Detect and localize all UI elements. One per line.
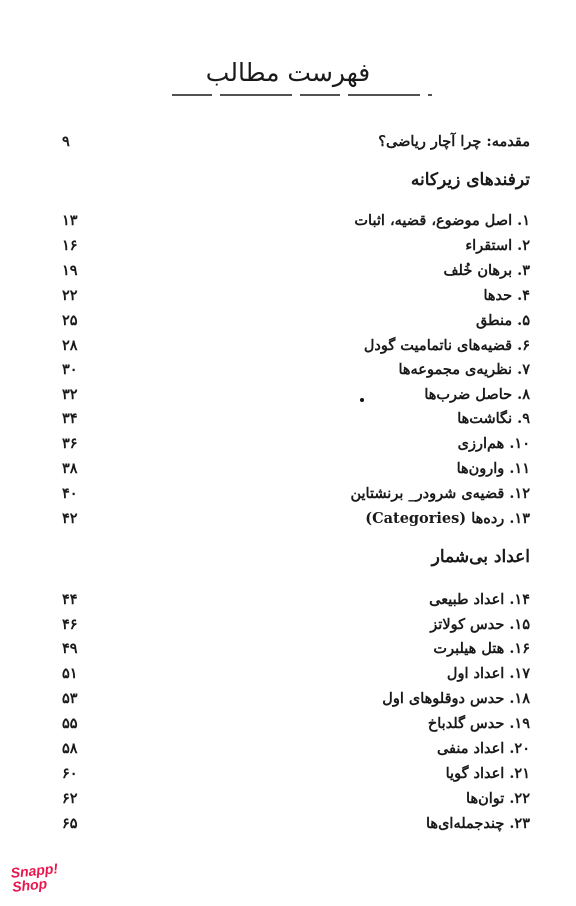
toc-entry [62,662,530,684]
toc-entry-page: ۵۱ [62,664,78,682]
toc-entry [62,712,530,734]
toc-entry [62,383,530,405]
toc-entry-label: ۴. حدها [483,286,530,304]
toc-entry [62,284,530,306]
ink-speck [360,398,364,402]
toc-entry-page: ۴۴ [62,590,78,608]
toc-entry-label: ۲۲. توان‌ها [466,789,530,807]
toc-entry-label: ۱. اصل موضوع، قضیه، اثبات [354,211,530,229]
toc-entry-label: ۳. برهان خُلف [443,261,530,279]
title-underline [172,94,432,96]
toc-entry-page: ۳۶ [62,434,78,452]
toc-entry-label: ۲۰. اعداد منفی [436,739,530,757]
toc-entry-page: ۳۰ [62,360,78,378]
toc-entry [62,457,530,479]
toc-entry-label: ۱۴. اعداد طبیعی [429,590,530,608]
toc-entry-label: ۸. حاصل ضرب‌ها [424,385,530,403]
toc-entry-intro [62,130,530,152]
toc-entry-page: ۵۸ [62,739,78,757]
toc-entry-label: ۹. نگاشت‌ها [457,409,530,427]
toc-entry [62,507,530,529]
toc-entry-page: ۶۲ [62,789,78,807]
toc-entry [62,259,530,281]
toc-entry-label: ۱۷. اعداد اول [446,664,530,682]
toc-entry [62,482,530,504]
toc-entry [62,737,530,759]
toc-entry [62,812,530,834]
toc-entry-page: ۹ [62,132,70,150]
toc-entry-label: ۷. نظریه‌ی مجموعه‌ها [398,360,530,378]
toc-entry-page: ۲۸ [62,336,78,354]
toc-entry [62,432,530,454]
toc-entry-label: ۱۹. حدس گلدباخ [427,714,530,732]
section-heading-2: اعداد بی‌شمار [431,547,530,567]
toc-entry [62,762,530,784]
toc-entry-label: ۱۶. هتل هیلبرت [433,639,530,657]
toc-entry [62,358,530,380]
page-title: فهرست مطالب [205,58,371,87]
toc-entry-page: ۵۵ [62,714,78,732]
toc-entry-page: ۴۰ [62,484,78,502]
toc-entry-label: ۱۵. حدس کولاتز [430,615,530,633]
toc-entry-page: ۴۹ [62,639,78,657]
toc-entry [62,234,530,256]
toc-entry-page: ۶۰ [62,764,78,782]
toc-entry-label: مقدمه: چرا آچار ریاضی؟ [378,132,530,150]
toc-entry [62,613,530,635]
toc-entry-page: ۲۲ [62,286,78,304]
toc-entry-page: ۵۳ [62,689,78,707]
toc-entry [62,309,530,331]
toc-entry-label: ۱۱. وارون‌ها [456,459,530,477]
toc-entry-page: ۱۹ [62,261,78,279]
logo-line-1: Snapp! [9,860,59,881]
toc-entry-page: ۱۳ [62,211,78,229]
toc-entry [62,637,530,659]
toc-entry-page: ۲۵ [62,311,78,329]
toc-entry-page: ۳۸ [62,459,78,477]
toc-entry-page: ۳۴ [62,409,78,427]
toc-entry-label: ۵. منطق [475,311,530,329]
toc-entry [62,209,530,231]
toc-entry-label: ۱۰. هم‌ارزی [457,434,530,452]
snappshop-logo [10,861,60,894]
toc-entry-label: ۱۳. رده‌ها (Categories) [365,509,530,527]
toc-entry [62,334,530,356]
section-heading-1: ترفندهای زیرکانه [410,170,530,190]
toc-entry-label: ۲. استقراء [465,236,530,254]
toc-entry-page: ۶۵ [62,814,78,832]
toc-entry-label: ۲۳. چندجمله‌ای‌ها [426,814,530,832]
toc-entry-page: ۴۶ [62,615,78,633]
logo-line-2: Shop [11,875,48,895]
toc-entry-page: ۴۲ [62,509,78,527]
toc-entry [62,588,530,610]
toc-entry-page: ۳۲ [62,385,78,403]
toc-entry [62,787,530,809]
toc-entry-label: ۱۲. قضیه‌ی شرودر_ برنشتاین [350,484,530,502]
toc-entry-label: ۶. قضیه‌های ناتمامیت گودل [363,336,530,354]
toc-entry [62,407,530,429]
toc-entry [62,687,530,709]
toc-entry-label: ۲۱. اعداد گویا [445,764,530,782]
toc-entry-page: ۱۶ [62,236,78,254]
toc-entry-label: ۱۸. حدس دوقلوهای اول [382,689,530,707]
